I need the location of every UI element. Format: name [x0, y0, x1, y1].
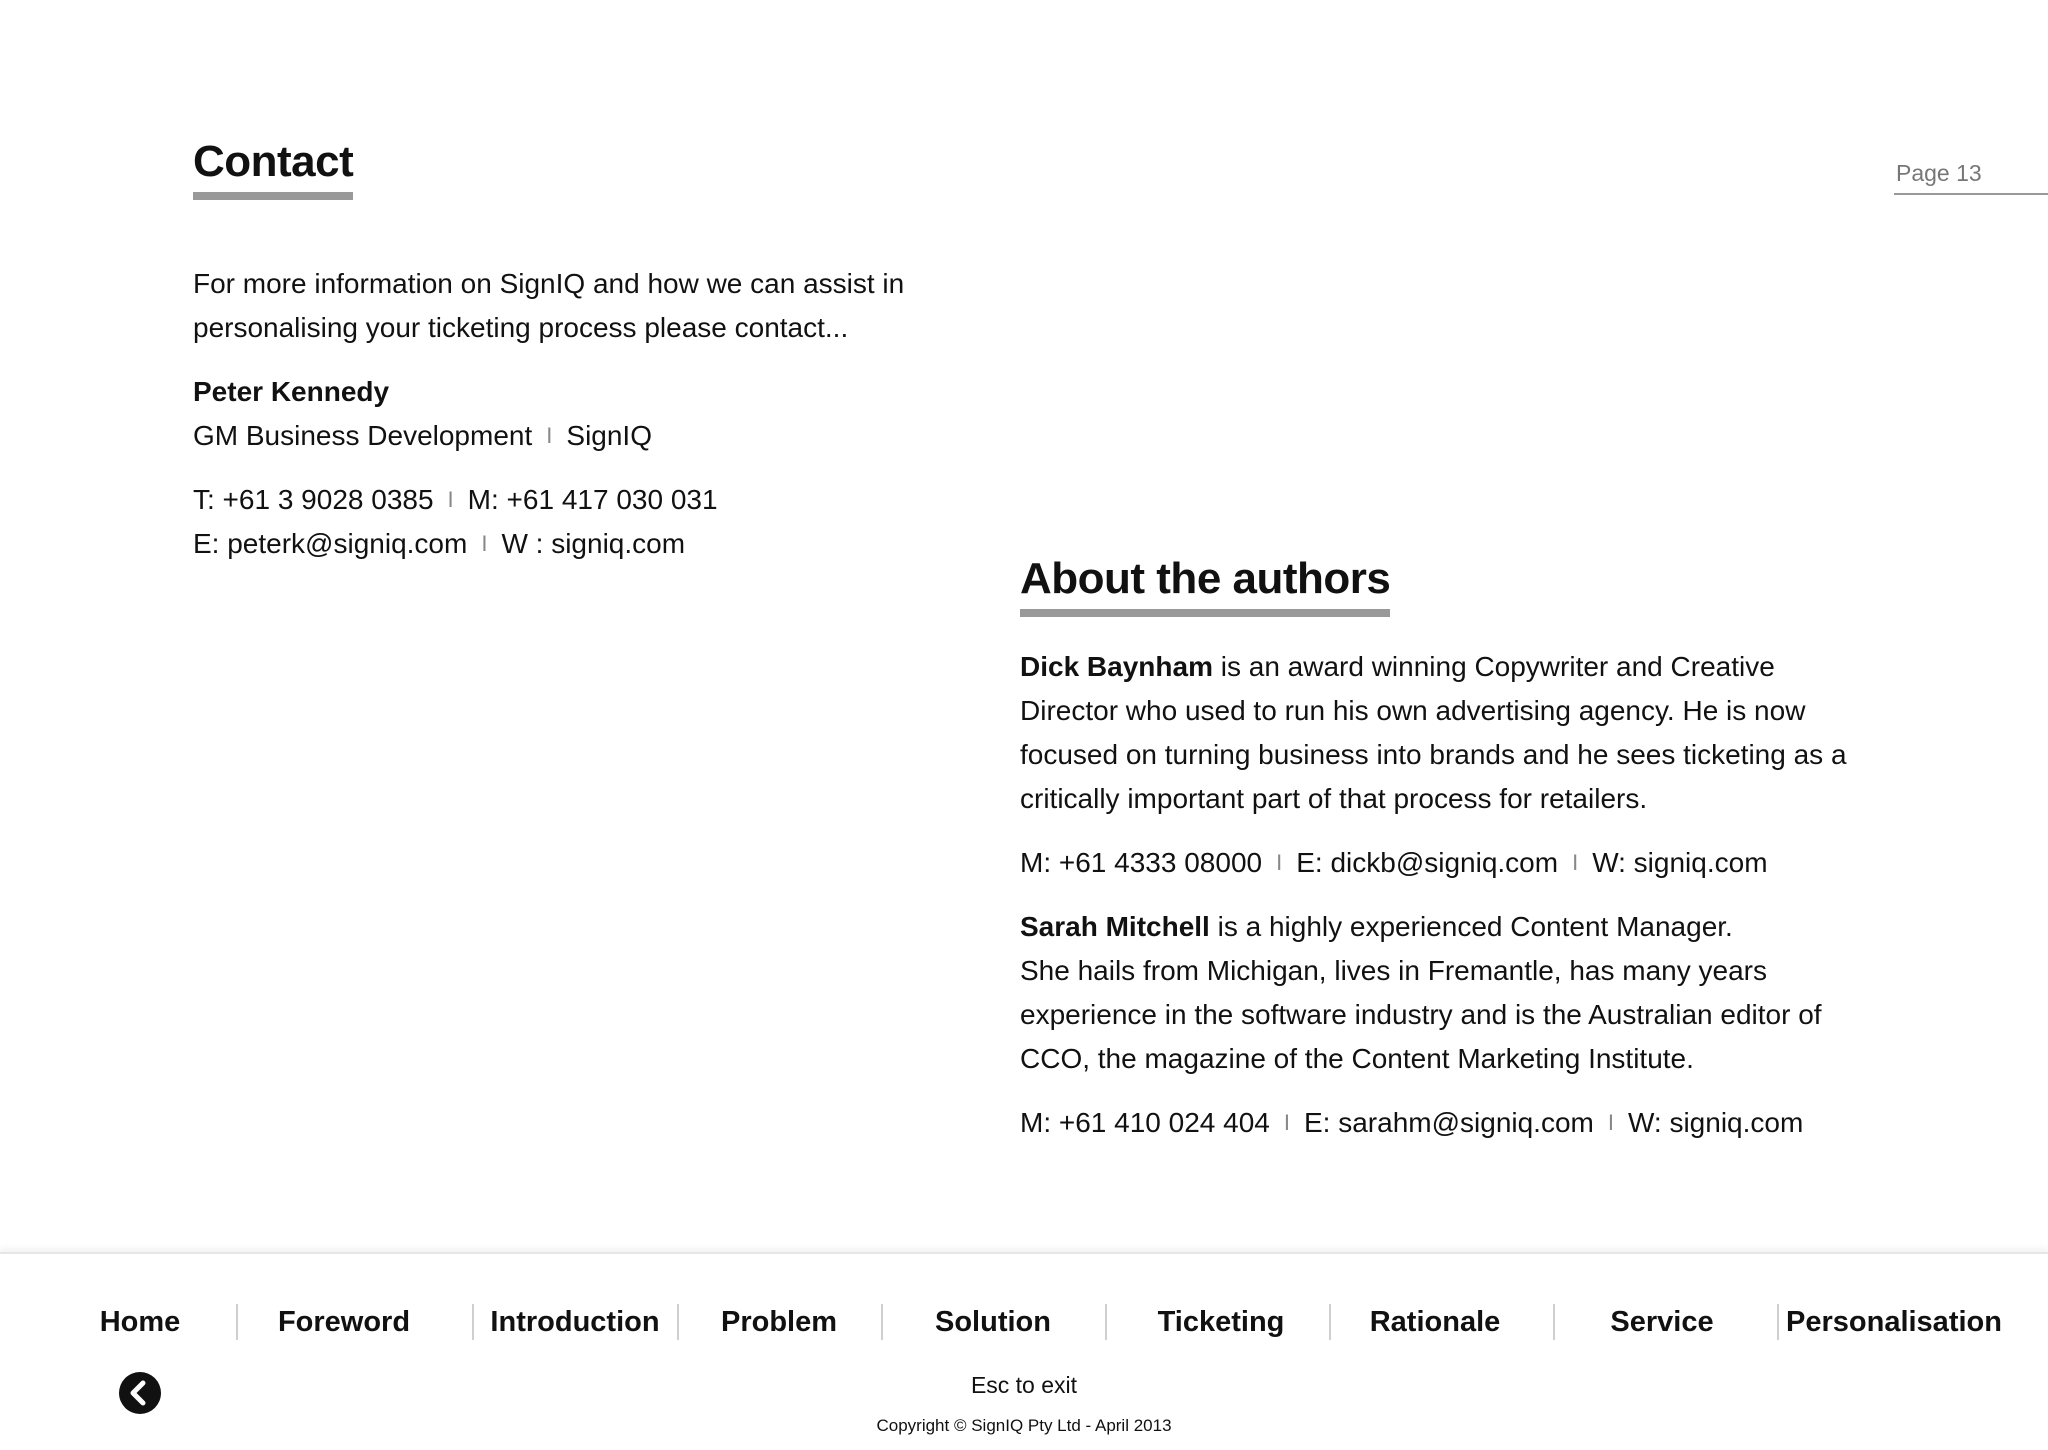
- author-contact: [1020, 841, 1860, 885]
- nav-divider: [236, 1304, 238, 1340]
- authors-section: [1020, 554, 1860, 1145]
- nav-item-foreword[interactable]: Foreword: [277, 1306, 411, 1338]
- author-name: Dick Baynham: [1020, 651, 1213, 682]
- authors-body: [1020, 645, 1860, 1145]
- nav-divider: [1777, 1304, 1779, 1340]
- separator: I: [1572, 850, 1579, 875]
- author-email[interactable]: E: sarahm@signiq.com: [1304, 1107, 1594, 1138]
- author-bio: [1020, 645, 1860, 821]
- nav-divider: [881, 1304, 883, 1340]
- separator: I: [1283, 1110, 1290, 1135]
- nav-divider: [1329, 1304, 1331, 1340]
- contact-phone: T: +61 3 9028 0385: [193, 484, 434, 515]
- author-email[interactable]: E: dickb@signiq.com: [1296, 847, 1559, 878]
- nav-item-solution[interactable]: Solution: [935, 1306, 1051, 1338]
- separator: I: [481, 531, 488, 556]
- contact-role: GM Business Development: [193, 420, 533, 451]
- contact-mobile: M: +61 417 030 031: [467, 484, 718, 515]
- nav-divider: [1553, 1304, 1555, 1340]
- contact-section: [193, 137, 953, 566]
- author-bio-text: is a highly experienced Content Manager.: [1209, 911, 1733, 942]
- author-web[interactable]: W: signiq.com: [1627, 1107, 1804, 1138]
- contact-body: [193, 262, 953, 566]
- author-contact: [1020, 1101, 1860, 1145]
- nav-item-home[interactable]: Home: [99, 1306, 181, 1338]
- nav-divider: [1105, 1304, 1107, 1340]
- nav-item-ticketing[interactable]: Ticketing: [1157, 1306, 1285, 1338]
- separator: I: [1276, 850, 1283, 875]
- nav-item-service[interactable]: Service: [1610, 1306, 1714, 1338]
- nav-divider: [677, 1304, 679, 1340]
- contact-web[interactable]: W : signiq.com: [501, 528, 686, 559]
- page-number: Page 13: [1894, 160, 2048, 195]
- separator: I: [546, 423, 553, 448]
- contact-email[interactable]: E: peterk@signiq.com: [193, 528, 468, 559]
- nav-item-problem[interactable]: Problem: [720, 1306, 838, 1338]
- author-name: Sarah Mitchell: [1020, 911, 1210, 942]
- contact-company: SignIQ: [566, 420, 652, 451]
- contact-name: Peter Kennedy: [193, 376, 390, 407]
- separator: I: [447, 487, 454, 512]
- separator: I: [1607, 1110, 1614, 1135]
- author-bio-text: is an award winning Copywriter and Creative Director who used to run his own advertising agency. He is now focused on turning business into brands and he sees ticketing as a critically important part of that process for retailers.: [1020, 651, 1847, 814]
- nav-divider: [472, 1304, 474, 1340]
- contact-intro: For more information on SignIQ and how we can assist in personalising your ticketing process please contact...: [193, 268, 905, 343]
- nav-item-personalisation[interactable]: Personalisation: [1786, 1306, 2002, 1338]
- nav-item-introduction[interactable]: Introduction: [490, 1306, 660, 1338]
- author-mobile: M: +61 4333 08000: [1020, 847, 1263, 878]
- esc-to-exit[interactable]: Esc to exit: [970, 1372, 1078, 1398]
- author-bio: [1020, 905, 1860, 949]
- nav-item-rationale[interactable]: Rationale: [1369, 1306, 1501, 1338]
- footer: [0, 1252, 2048, 1450]
- author-mobile: M: +61 410 024 404: [1020, 1107, 1270, 1138]
- contact-heading: Contact: [193, 140, 353, 200]
- authors-heading: About the authors: [1020, 557, 1390, 617]
- author-bio-text: She hails from Michigan, lives in Fremantle, has many years experience in the software industry and is the Australian editor of CCO, the magazine of the Content Marketing Institute.: [1020, 955, 1822, 1074]
- copyright: Copyright © SignIQ Pty Ltd - April 2013: [876, 1416, 1172, 1435]
- footer-nav: [0, 1294, 2048, 1350]
- author-web[interactable]: W: signiq.com: [1592, 847, 1768, 878]
